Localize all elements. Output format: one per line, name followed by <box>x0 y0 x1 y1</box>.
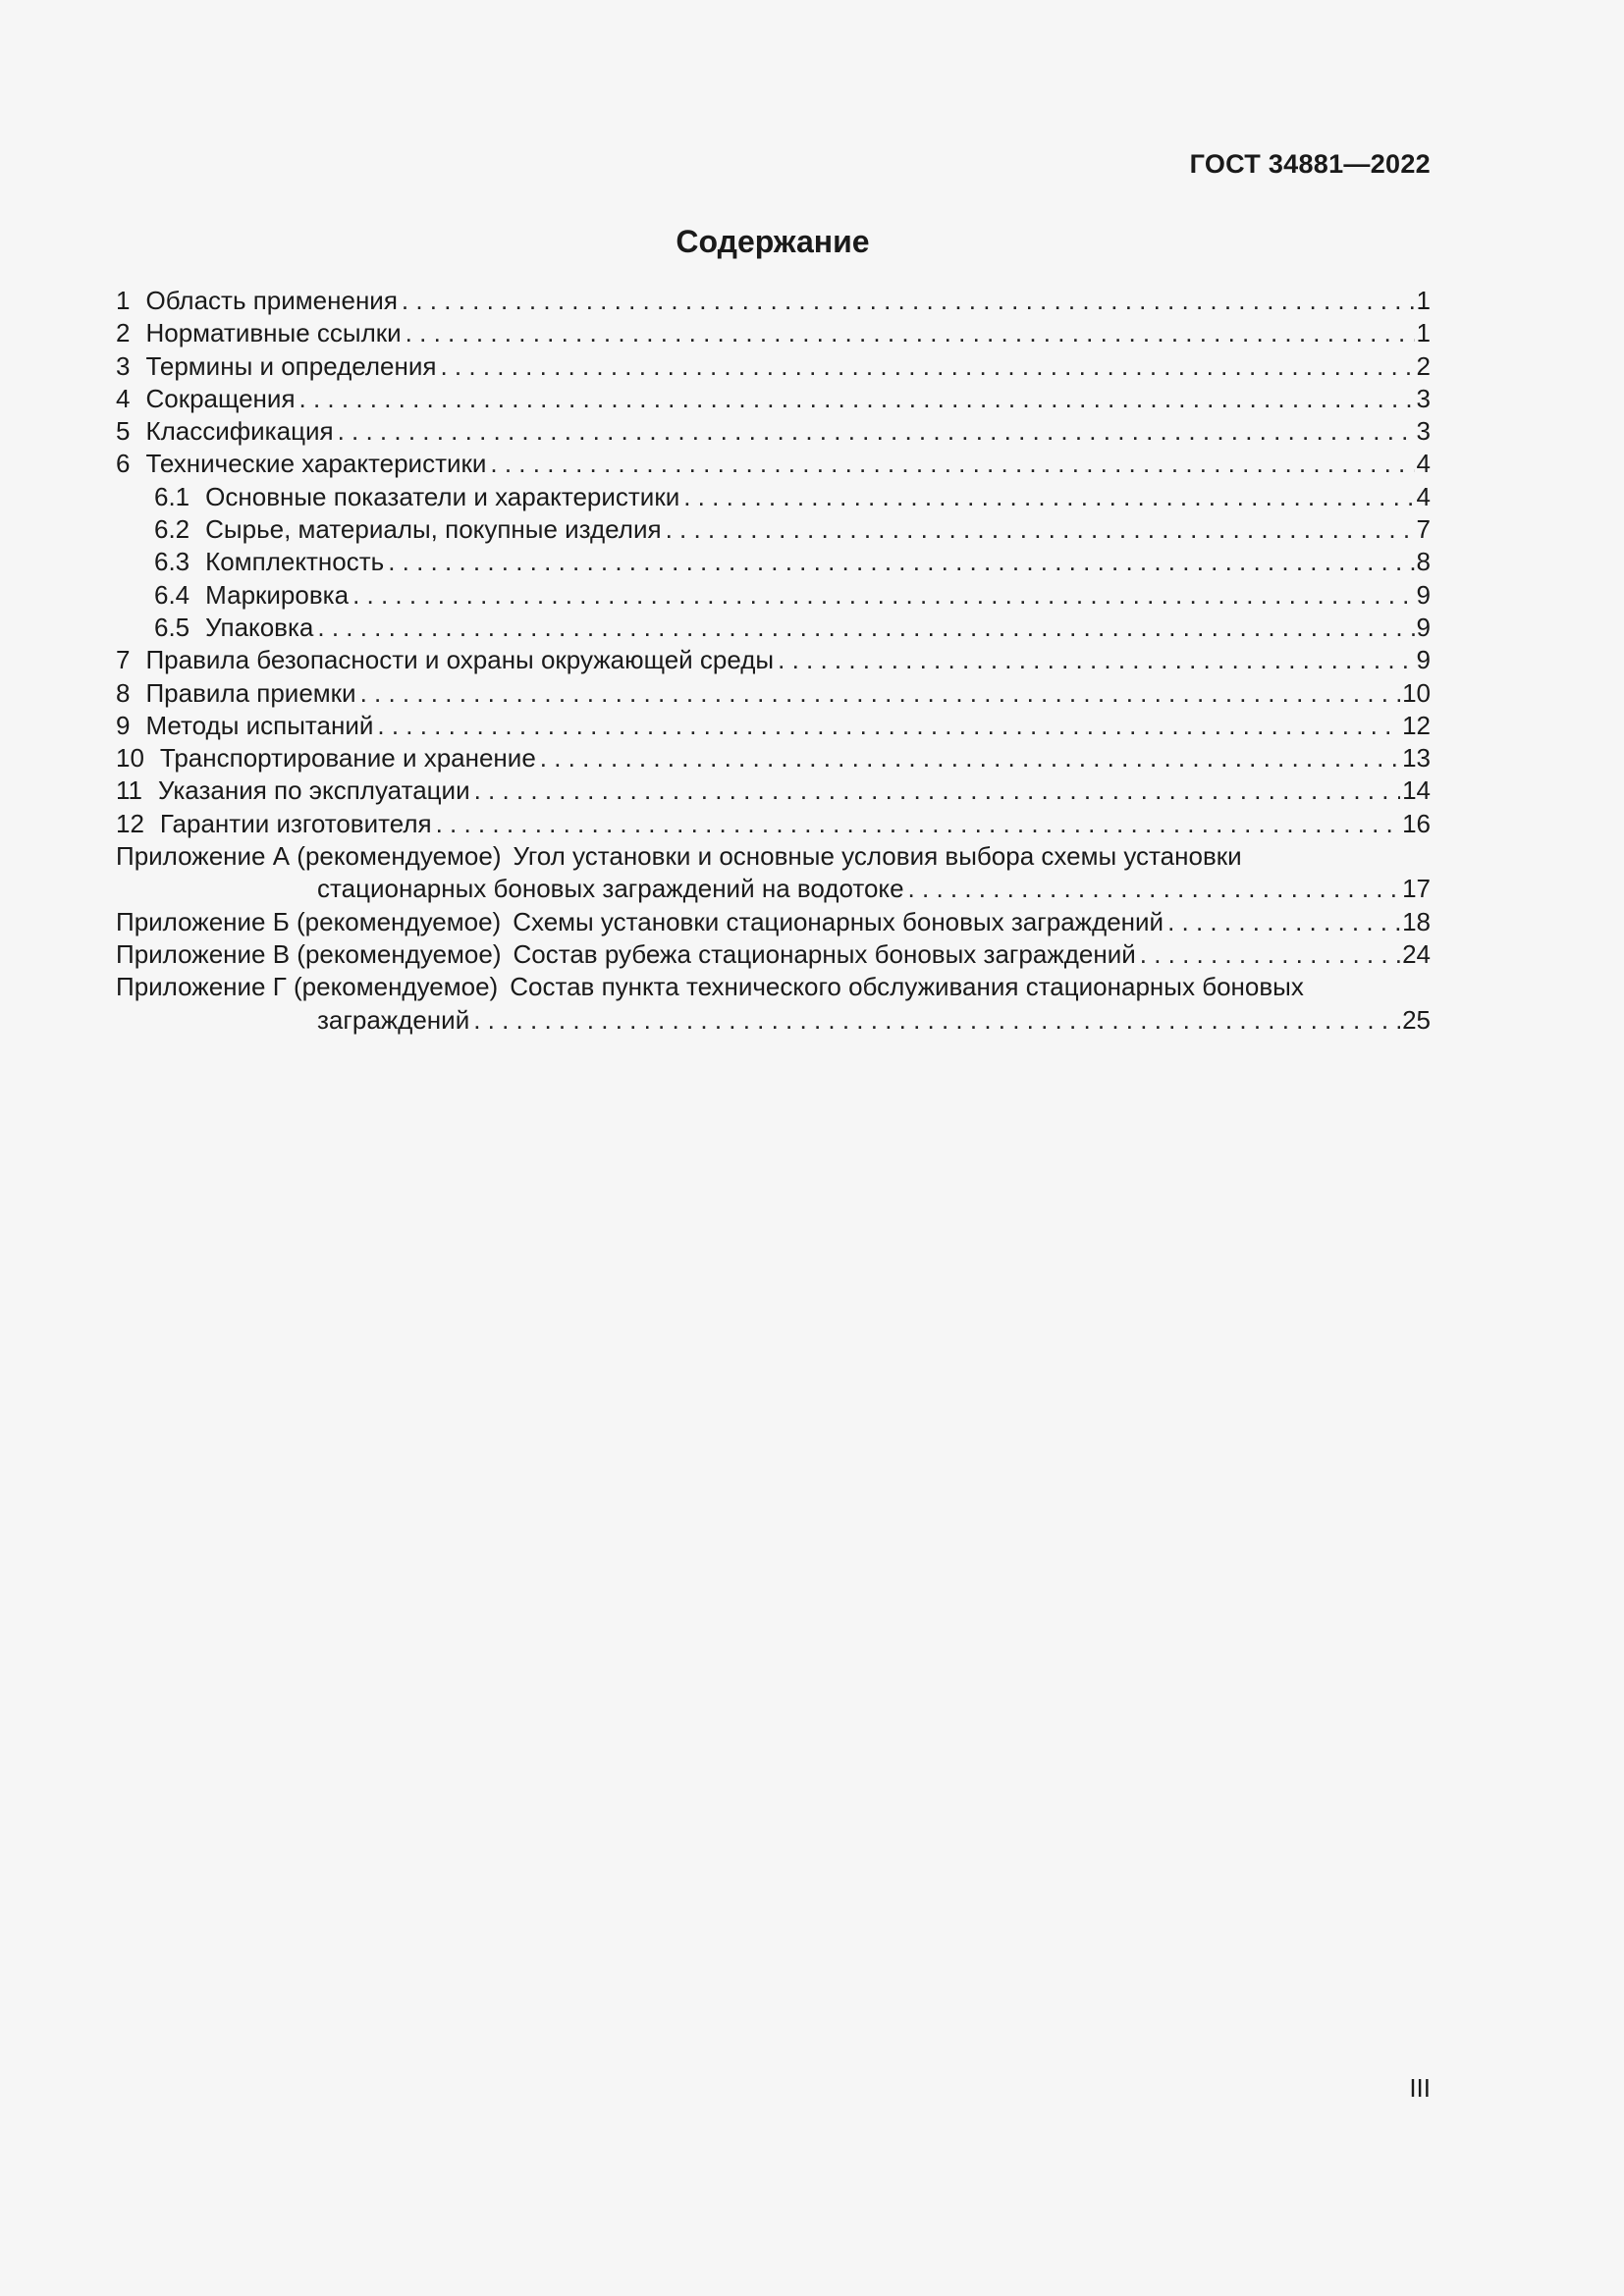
toc-entry-page: 10 <box>1402 677 1431 708</box>
toc-entry-title: Технические характеристики <box>145 449 487 479</box>
toc-entry-title: Упаковка <box>205 612 314 642</box>
toc-entry-6-1[interactable] <box>116 481 1431 513</box>
leader-dots <box>473 1004 1400 1037</box>
toc-entry-6-2[interactable] <box>116 513 1431 546</box>
toc-entry-number: 1 <box>116 286 131 315</box>
toc-entry-3[interactable] <box>116 350 1431 383</box>
toc-entry-page: 16 <box>1402 808 1431 838</box>
toc-entry-page: 14 <box>1402 775 1431 806</box>
toc-entry-page: 18 <box>1402 906 1431 936</box>
toc-entry-page: 9 <box>1416 645 1431 675</box>
toc-entry-title: Область применения <box>145 286 398 315</box>
toc-entry-6[interactable] <box>116 448 1431 480</box>
toc-entry-6-4[interactable] <box>116 579 1431 612</box>
leader-dots <box>1167 906 1400 938</box>
toc-appendix-v[interactable] <box>116 938 1431 971</box>
appendix-title: Угол установки и основные условия выбора схемы установки <box>513 841 1242 872</box>
page-number: III <box>1409 2073 1431 2103</box>
appendix-title: Состав пункта технического обслуживания стационарных боновых <box>510 972 1304 1002</box>
table-of-contents <box>116 285 1431 1037</box>
toc-entry-6-5[interactable] <box>116 612 1431 644</box>
leader-dots <box>388 546 1414 578</box>
toc-entry-page: 4 <box>1416 449 1431 479</box>
leader-dots <box>352 579 1414 612</box>
leader-dots <box>474 774 1400 807</box>
toc-appendix-b[interactable] <box>116 906 1431 938</box>
appendix-title: Состав рубежа стационарных боновых заграждений <box>513 938 1136 969</box>
appendix-title: Схемы установки стационарных боновых заграждений <box>513 906 1164 936</box>
leader-dots <box>666 513 1415 546</box>
toc-entry-page: 12 <box>1402 710 1431 740</box>
toc-entry-page: 1 <box>1416 318 1431 348</box>
leader-dots <box>377 710 1400 742</box>
toc-entry-page: 2 <box>1416 350 1431 381</box>
toc-entry-number: 6 <box>116 449 131 479</box>
toc-entry-page: 9 <box>1416 612 1431 642</box>
toc-entry-title: Сырье, материалы, покупные изделия <box>205 514 662 545</box>
toc-entry-number: 3 <box>116 350 131 381</box>
toc-entry-page: 8 <box>1416 547 1431 577</box>
toc-entry-page: 3 <box>1416 383 1431 413</box>
leader-dots <box>490 448 1414 480</box>
toc-entry-title: Сокращения <box>145 383 296 413</box>
toc-entry-6-3[interactable] <box>116 546 1431 578</box>
toc-entry-title: Комплектность <box>205 547 385 577</box>
toc-entry-number: 7 <box>116 645 131 675</box>
toc-entry-title: Правила безопасности и охраны окружающей среды <box>145 645 775 675</box>
leader-dots <box>360 677 1401 710</box>
leader-dots <box>299 383 1415 415</box>
toc-entry-page: 17 <box>1402 874 1431 904</box>
leader-dots <box>436 808 1401 840</box>
toc-entry-11[interactable] <box>116 774 1431 807</box>
toc-entry-1[interactable] <box>116 285 1431 317</box>
toc-entry-page: 25 <box>1402 1004 1431 1035</box>
leader-dots <box>683 481 1414 513</box>
toc-entry-page: 3 <box>1416 416 1431 447</box>
toc-entry-page: 24 <box>1402 938 1431 969</box>
toc-appendix-a-continuation[interactable] <box>116 873 1431 905</box>
document-code: ГОСТ 34881—2022 <box>1189 149 1431 179</box>
leader-dots <box>440 350 1414 383</box>
toc-entry-number: 11 <box>116 775 142 806</box>
toc-entry-9[interactable] <box>116 710 1431 742</box>
toc-entry-number: 6.1 <box>154 481 190 511</box>
toc-entry-title: Правила приемки <box>145 677 356 708</box>
toc-entry-4[interactable] <box>116 383 1431 415</box>
toc-entry-title: Маркировка <box>205 579 350 610</box>
toc-entry-10[interactable] <box>116 742 1431 774</box>
toc-entry-title: Нормативные ссылки <box>145 318 402 348</box>
appendix-title-continued: стационарных боновых заграждений на водотоке <box>317 874 904 904</box>
toc-entry-title: Классификация <box>145 416 334 447</box>
toc-appendix-a[interactable] <box>116 840 1431 873</box>
toc-entry-number: 6.3 <box>154 547 190 577</box>
leader-dots <box>317 612 1414 644</box>
toc-entry-12[interactable] <box>116 808 1431 840</box>
appendix-label: Приложение Б (рекомендуемое) <box>116 906 502 936</box>
toc-entry-title: Транспортирование и хранение <box>159 743 536 774</box>
leader-dots <box>338 415 1415 448</box>
toc-entry-7[interactable] <box>116 644 1431 676</box>
appendix-label: Приложение Г (рекомендуемое) <box>116 972 499 1002</box>
leader-dots <box>540 742 1400 774</box>
toc-entry-2[interactable] <box>116 317 1431 349</box>
appendix-label: Приложение В (рекомендуемое) <box>116 938 502 969</box>
toc-entry-number: 6.4 <box>154 579 190 610</box>
toc-appendix-g[interactable] <box>116 971 1431 1003</box>
toc-entry-number: 8 <box>116 677 131 708</box>
toc-entry-number: 12 <box>116 808 144 838</box>
toc-entry-page: 9 <box>1416 579 1431 610</box>
toc-entry-title: Основные показатели и характеристики <box>205 481 680 511</box>
leader-dots <box>402 285 1415 317</box>
toc-entry-number: 10 <box>116 743 144 774</box>
appendix-label: Приложение А (рекомендуемое) <box>116 841 502 872</box>
toc-entry-title: Методы испытаний <box>145 710 374 740</box>
toc-entry-number: 6.5 <box>154 612 190 642</box>
toc-entry-page: 7 <box>1416 514 1431 545</box>
leader-dots <box>908 873 1401 905</box>
toc-entry-page: 13 <box>1402 743 1431 774</box>
toc-entry-title: Термины и определения <box>145 350 437 381</box>
page-title: Содержание <box>676 224 870 259</box>
appendix-title-continued: заграждений <box>317 1004 470 1035</box>
toc-entry-number: 9 <box>116 710 131 740</box>
toc-entry-number: 6.2 <box>154 514 190 545</box>
toc-entry-title: Указания по эксплуатации <box>158 775 470 806</box>
leader-dots <box>778 644 1414 676</box>
toc-entry-page: 1 <box>1416 286 1431 315</box>
toc-entry-number: 2 <box>116 318 131 348</box>
toc-appendix-g-continuation[interactable] <box>116 1004 1431 1037</box>
toc-entry-title: Гарантии изготовителя <box>159 808 432 838</box>
toc-entry-number: 5 <box>116 416 131 447</box>
toc-entry-number: 4 <box>116 383 131 413</box>
toc-entry-page: 4 <box>1416 481 1431 511</box>
leader-dots <box>406 317 1415 349</box>
toc-entry-8[interactable] <box>116 677 1431 710</box>
leader-dots <box>1140 938 1400 971</box>
toc-entry-5[interactable] <box>116 415 1431 448</box>
